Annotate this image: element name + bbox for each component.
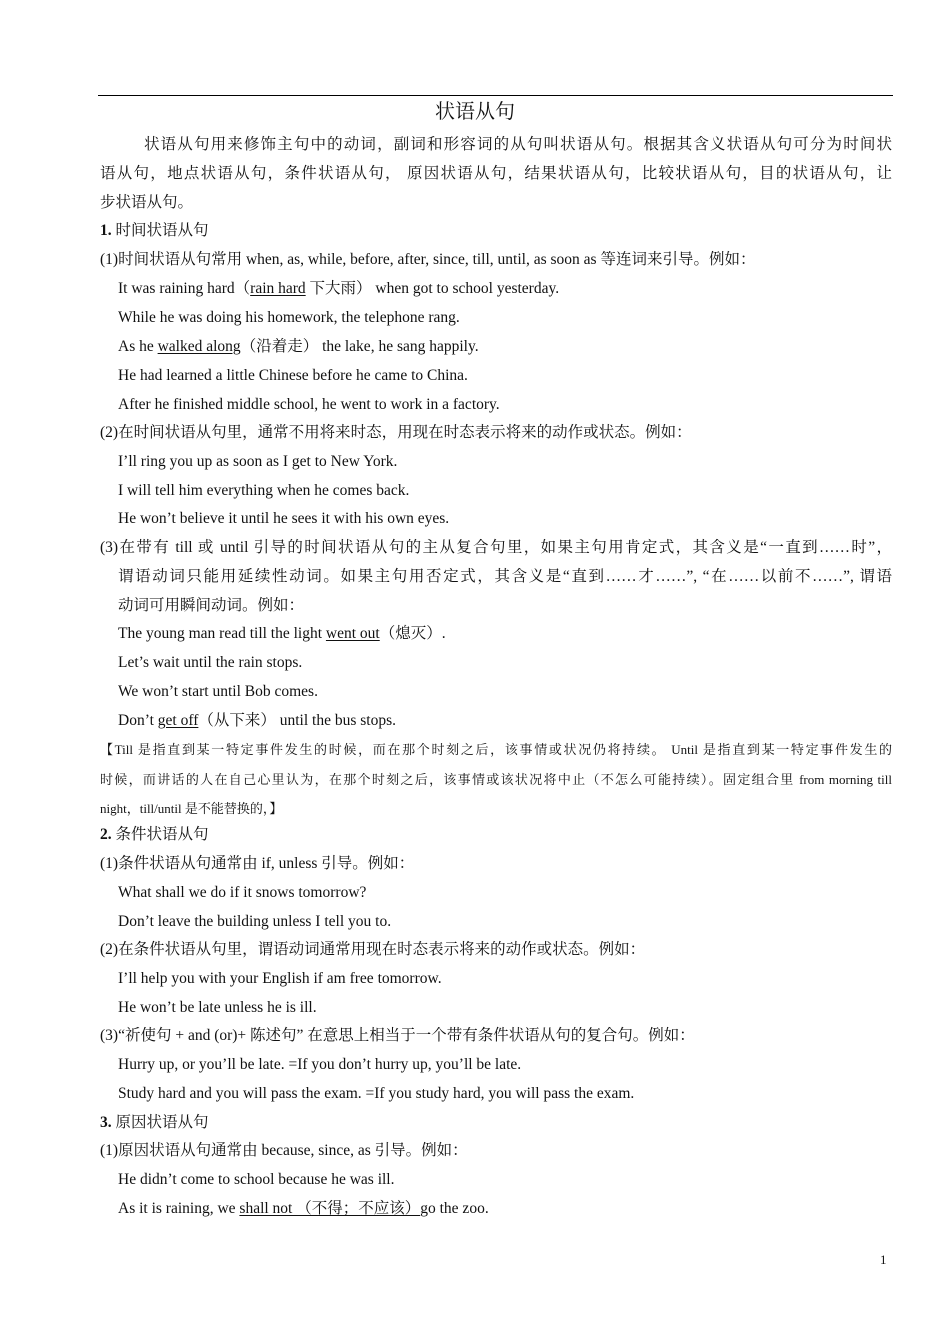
- header-rule: [98, 95, 893, 96]
- section-3-heading: [100, 1113, 209, 1133]
- example-text: It was raining hard（: [118, 280, 251, 297]
- underlined-phrase: shall not （不得；不应该）: [239, 1200, 421, 1217]
- rule-paragraph: (3)“祈使句 + and (or)+ 陈述句” 在意思上相当于一个带有条件状语从句的复合句。例如：: [100, 1027, 695, 1044]
- section-title: 条件状语从句: [115, 826, 209, 843]
- example-text: As it is raining, we: [118, 1200, 240, 1217]
- example-sentence: I will tell him everything when he comes back.: [118, 482, 410, 499]
- intro-line-1: 状语从句用来修饰主句中的动词，副词和形容词的从句叫状语从句。根据其含义状语从句可分为时间状: [144, 136, 892, 153]
- section-2-heading: [100, 825, 209, 845]
- rule-paragraph: (3)在带有 till 或 until 引导的时间状语从句的主从复合句里，如果主句用肯定式，其含义是“一直到……时”，: [100, 539, 892, 556]
- example-text: Don’t: [118, 712, 158, 729]
- intro-line-2: 语从句，地点状语从句，条件状语从句， 原因状语从句，结果状语从句，比较状语从句，目的状语从句，让: [100, 165, 892, 182]
- underlined-phrase: get off: [157, 712, 199, 729]
- rule-paragraph: (2)在时间状语从句里，通常不用将来时态，用现在时态表示将来的动作或状态。例如：: [100, 424, 692, 441]
- example-sentence: We won’t start until Bob comes.: [118, 683, 318, 700]
- example-sentence: [118, 711, 396, 731]
- example-sentence: Let’s wait until the rain stops.: [118, 654, 303, 671]
- example-sentence: He won’t believe it until he sees it with his own eyes.: [118, 510, 450, 527]
- underlined-phrase: went out: [325, 625, 380, 642]
- example-sentence: He won’t be late unless he is ill.: [118, 999, 317, 1016]
- example-sentence: Hurry up, or you’ll be late. =If you don’t hurry up, you’ll be late.: [118, 1056, 522, 1073]
- example-sentence: [118, 1199, 489, 1219]
- example-text: （从下来） until the bus stops.: [198, 712, 397, 729]
- page-number: 1: [880, 1252, 887, 1267]
- rule-paragraph: (1)条件状语从句通常由 if, unless 引导。例如：: [100, 855, 415, 872]
- note-line: 时候，而讲话的人在自己心里认为，在那个时刻之后，该事情或该状况将中止（不怎么可能持续）。固定组合里 from morning till: [100, 772, 892, 787]
- rule-paragraph: (1)原因状语从句通常由 because, since, as 引导。例如：: [100, 1142, 468, 1159]
- section-number: 2.: [100, 826, 112, 843]
- example-text: （沿着走） the lake, he sang happily.: [240, 338, 479, 355]
- section-number: 3.: [100, 1114, 112, 1131]
- example-sentence: [118, 337, 479, 357]
- example-sentence: [118, 279, 559, 299]
- example-sentence: Study hard and you will pass the exam. =If you study hard, you will pass the exam.: [118, 1085, 635, 1102]
- section-1-heading: [100, 221, 209, 241]
- example-sentence: [118, 624, 446, 644]
- example-sentence: He didn’t come to school because he was ill.: [118, 1171, 395, 1188]
- example-sentence: After he finished middle school, he went to work in a factory.: [118, 396, 500, 413]
- example-sentence: I’ll help you with your English if am free tomorrow.: [118, 970, 442, 987]
- example-text: The young man read till the light: [118, 625, 326, 642]
- example-sentence: While he was doing his homework, the telephone rang.: [118, 309, 460, 326]
- rule-paragraph: (2)在条件状语从句里，谓语动词通常用现在时态表示将来的动作或状态。例如：: [100, 941, 646, 958]
- example-text: go the zoo.: [420, 1200, 489, 1217]
- example-text: 下大雨） when got to school yesterday.: [305, 280, 560, 297]
- section-title: 原因状语从句: [115, 1114, 209, 1131]
- rule-paragraph: 谓语动词只能用延续性动词。如果主句用否定式，其含义是“直到……才……”, “在……以前不……”, 谓语: [118, 568, 892, 585]
- underlined-phrase: walked along: [157, 338, 241, 355]
- underlined-phrase: rain hard: [250, 280, 306, 297]
- note-line: night，till/until 是不能替换的，】: [100, 801, 283, 816]
- example-sentence: He had learned a little Chinese before he came to China.: [118, 367, 468, 384]
- rule-paragraph: (1)时间状语从句常用 when, as, while, before, after, since, till, until, as soon as 等连词来引导。例如：: [100, 251, 756, 268]
- section-title: 时间状语从句: [115, 222, 209, 239]
- note-line: 【Till 是指直到某一特定事件发生的时候，而在那个时刻之后，该事情或状况仍将持续。 Until 是指直到某一特定事件发生的: [100, 742, 892, 757]
- example-text: （熄灭）.: [379, 625, 446, 642]
- rule-paragraph: 动词可用瞬间动词。例如：: [118, 597, 305, 614]
- example-sentence: Don’t leave the building unless I tell you to.: [118, 913, 392, 930]
- intro-line-3: 步状语从句。: [100, 194, 194, 211]
- example-sentence: What shall we do if it snows tomorrow?: [118, 884, 367, 901]
- example-sentence: I’ll ring you up as soon as I get to New York.: [118, 453, 398, 470]
- section-number: 1.: [100, 222, 112, 239]
- page-title: 状语从句: [435, 99, 515, 123]
- example-text: As he: [118, 338, 158, 355]
